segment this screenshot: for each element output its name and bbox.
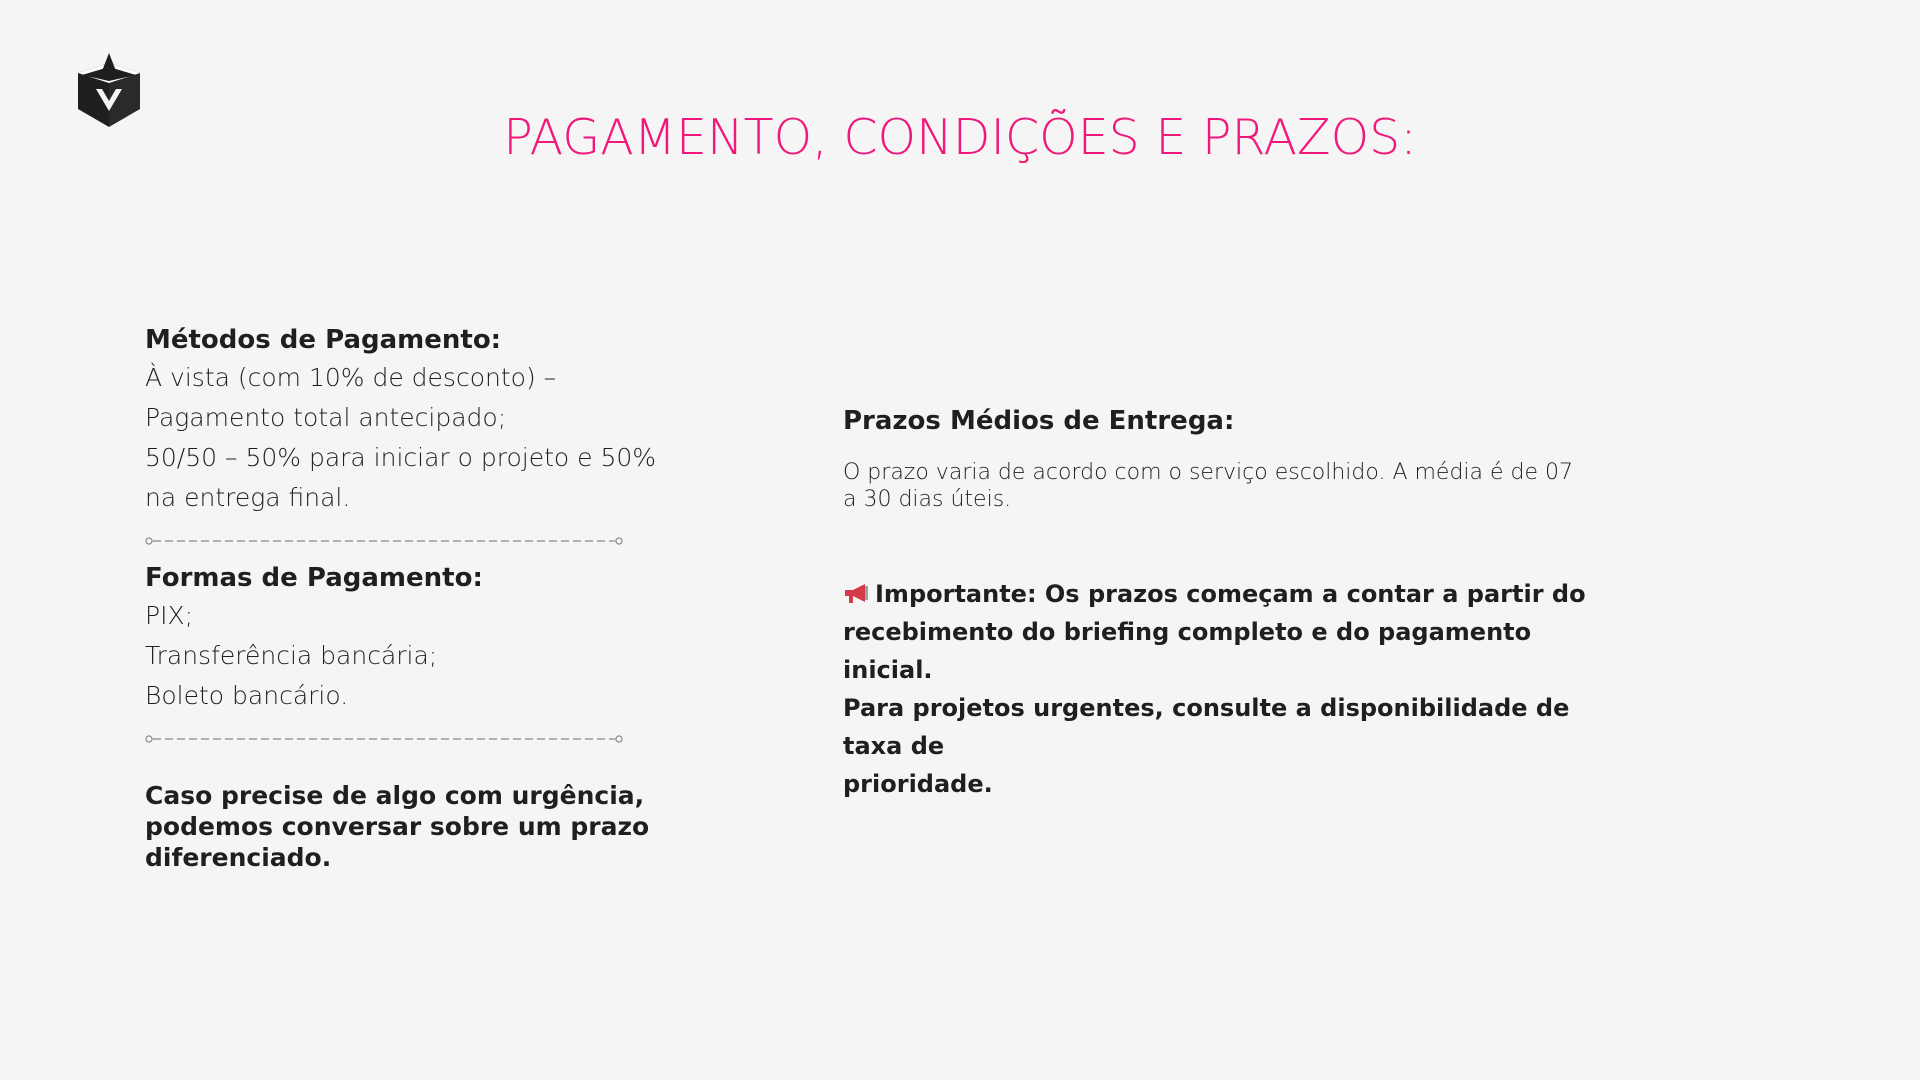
payment-forms-heading: Formas de Pagamento: — [145, 563, 483, 593]
megaphone-icon — [843, 582, 871, 604]
urgent-note-line: diferenciado. — [145, 843, 332, 872]
delivery-line: a 30 dias úteis. — [843, 487, 1012, 512]
payment-forms-line: PIX; — [145, 601, 193, 630]
important-line: prioridade. — [843, 770, 993, 798]
important-line — [843, 575, 1603, 613]
left-column — [145, 322, 665, 873]
right-column — [843, 403, 1603, 803]
payment-methods-line: 50/50 – 50% para iniciar o projeto e 50% — [145, 443, 657, 472]
dashed-divider — [145, 734, 623, 744]
delivery-heading: Prazos Médios de Entrega: — [843, 406, 1235, 436]
payment-methods-line: À vista (com 10% de desconto) – — [145, 363, 557, 392]
urgent-note-line: podemos conversar sobre um prazo — [145, 812, 650, 841]
payment-methods-line: Pagamento total antecipado; — [145, 403, 507, 432]
important-line: recebimento do briefing completo e do pagamento inicial. — [843, 618, 1532, 684]
payment-methods-heading: Métodos de Pagamento: — [145, 325, 502, 355]
payment-forms-line: Boleto bancário. — [145, 681, 349, 710]
dashed-divider — [145, 536, 623, 546]
delivery-line: O prazo varia de acordo com o serviço escolhido. A média é de 07 — [843, 460, 1574, 485]
urgent-note-line: Caso precise de algo com urgência, — [145, 781, 645, 810]
payment-methods-line: na entrega final. — [145, 483, 351, 512]
important-text: Importante: Os prazos começam a contar a partir do — [875, 580, 1586, 608]
important-line: Para projetos urgentes, consulte a disponibilidade de taxa de — [843, 694, 1570, 760]
page-title: PAGAMENTO, CONDIÇÕES E PRAZOS: — [503, 109, 1417, 166]
payment-forms-line: Transferência bancária; — [145, 641, 438, 670]
